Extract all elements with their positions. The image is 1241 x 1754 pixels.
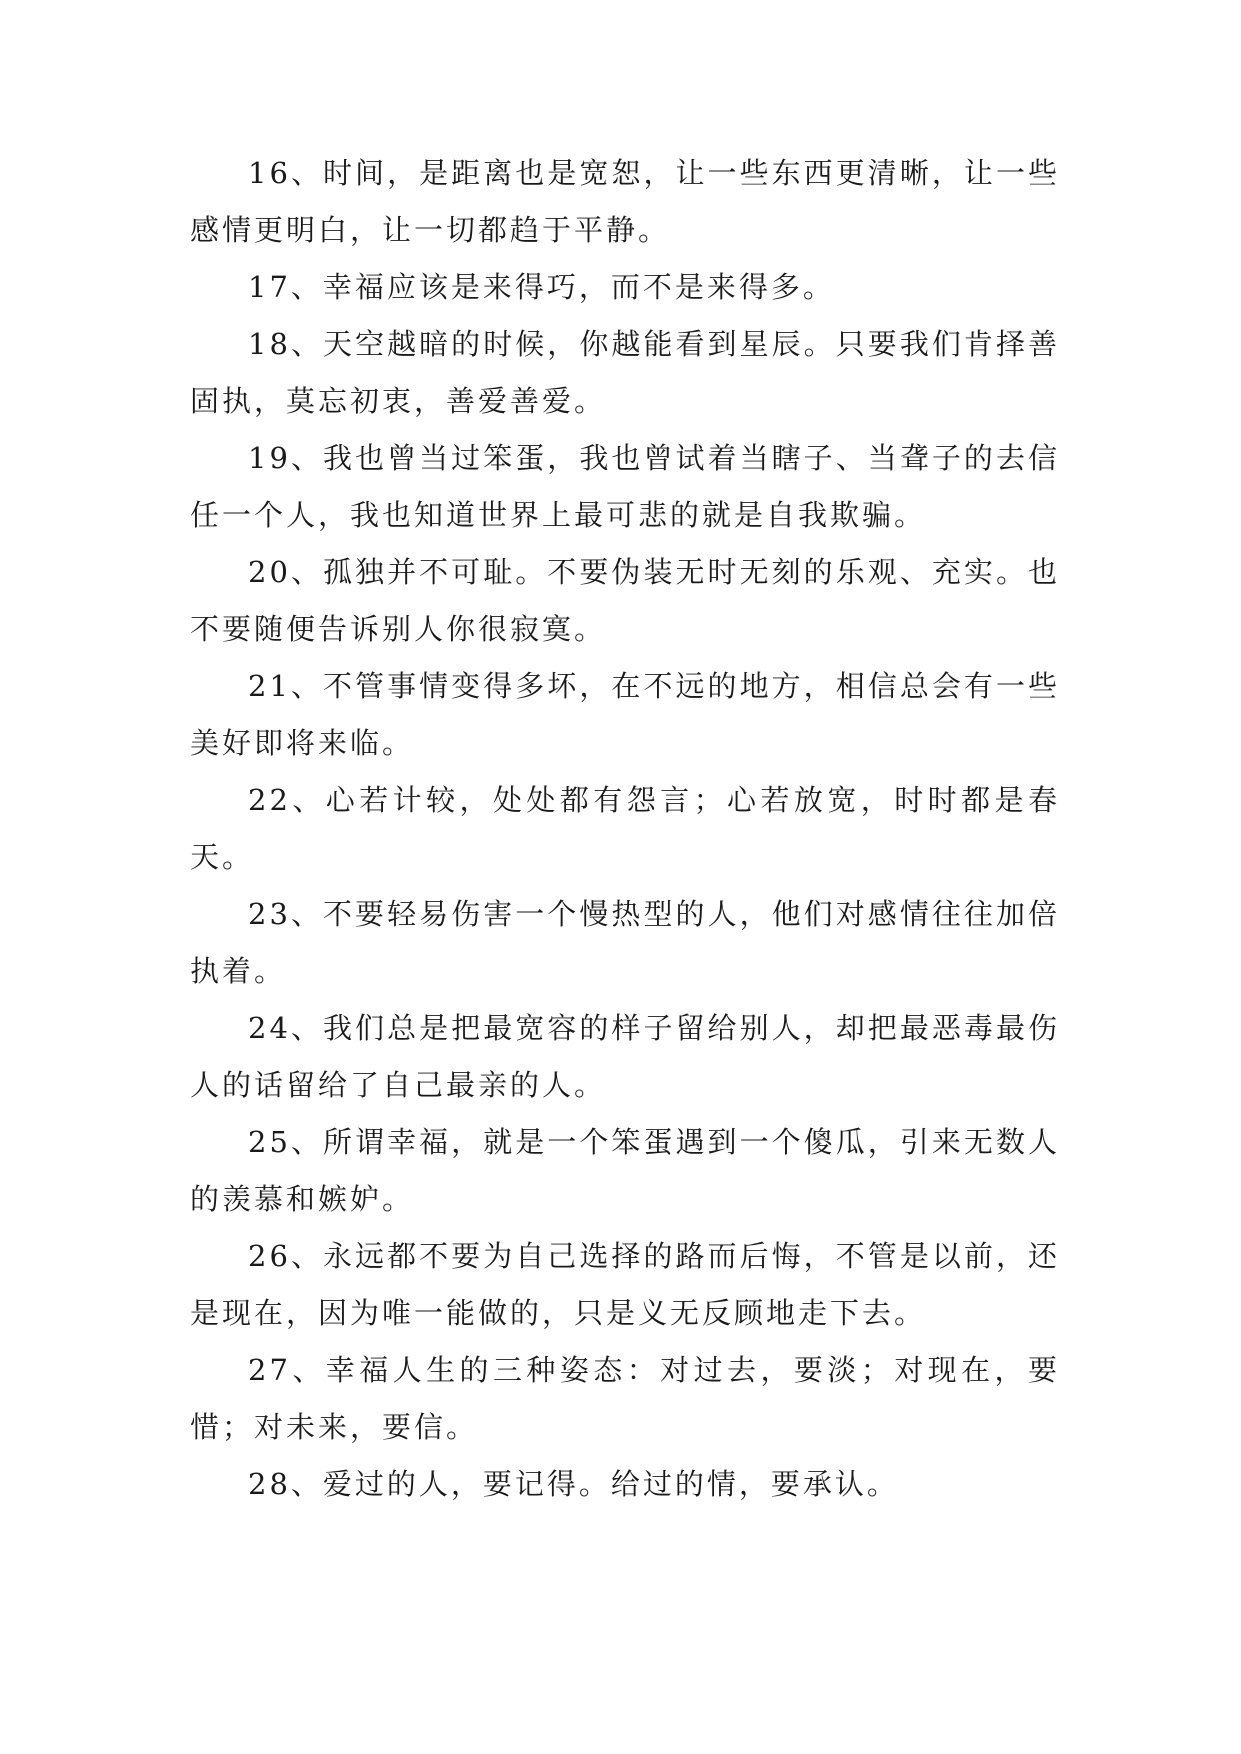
paragraph-27: 27、幸福人生的三种姿态：对过去，要淡；对现在，要惜；对未来，要信。 [190,1353,1060,1444]
paragraph-18: 18、天空越暗的时候，你越能看到星辰。只要我们肯择善固执，莫忘初衷，善爱善爱。 [190,327,1060,418]
paragraph-25: 25、所谓幸福，就是一个笨蛋遇到一个傻瓜，引来无数人的羡慕和嫉妒。 [190,1125,1060,1216]
paragraph-26: 26、永远都不要为自己选择的路而后悔，不管是以前，还是现在，因为唯一能做的，只是义无反顾地走下去。 [190,1239,1060,1330]
paragraph-24: 24、我们总是把最宽容的样子留给别人，却把最恶毒最伤人的话留给了自己最亲的人。 [190,1011,1060,1102]
paragraph-22: 22、心若计较，处处都有怨言；心若放宽，时时都是春天。 [190,783,1060,874]
document-body [190,145,1060,1513]
paragraph-21: 21、不管事情变得多坏，在不远的地方，相信总会有一些美好即将来临。 [190,669,1060,760]
paragraph-16: 16、时间，是距离也是宽恕，让一些东西更清晰，让一些感情更明白，让一切都趋于平静。 [190,156,1060,247]
paragraph-23: 23、不要轻易伤害一个慢热型的人，他们对感情往往加倍执着。 [190,897,1060,988]
paragraph-19: 19、我也曾当过笨蛋，我也曾试着当瞎子、当聋子的去信任一个人，我也知道世界上最可悲的就是自我欺骗。 [190,441,1060,532]
paragraph-17: 17、幸福应该是来得巧，而不是来得多。 [248,270,835,304]
paragraph-20: 20、孤独并不可耻。不要伪装无时无刻的乐观、充实。也不要随便告诉别人你很寂寞。 [190,555,1060,646]
paragraph-28: 28、爱过的人，要记得。给过的情，要承认。 [248,1467,899,1501]
